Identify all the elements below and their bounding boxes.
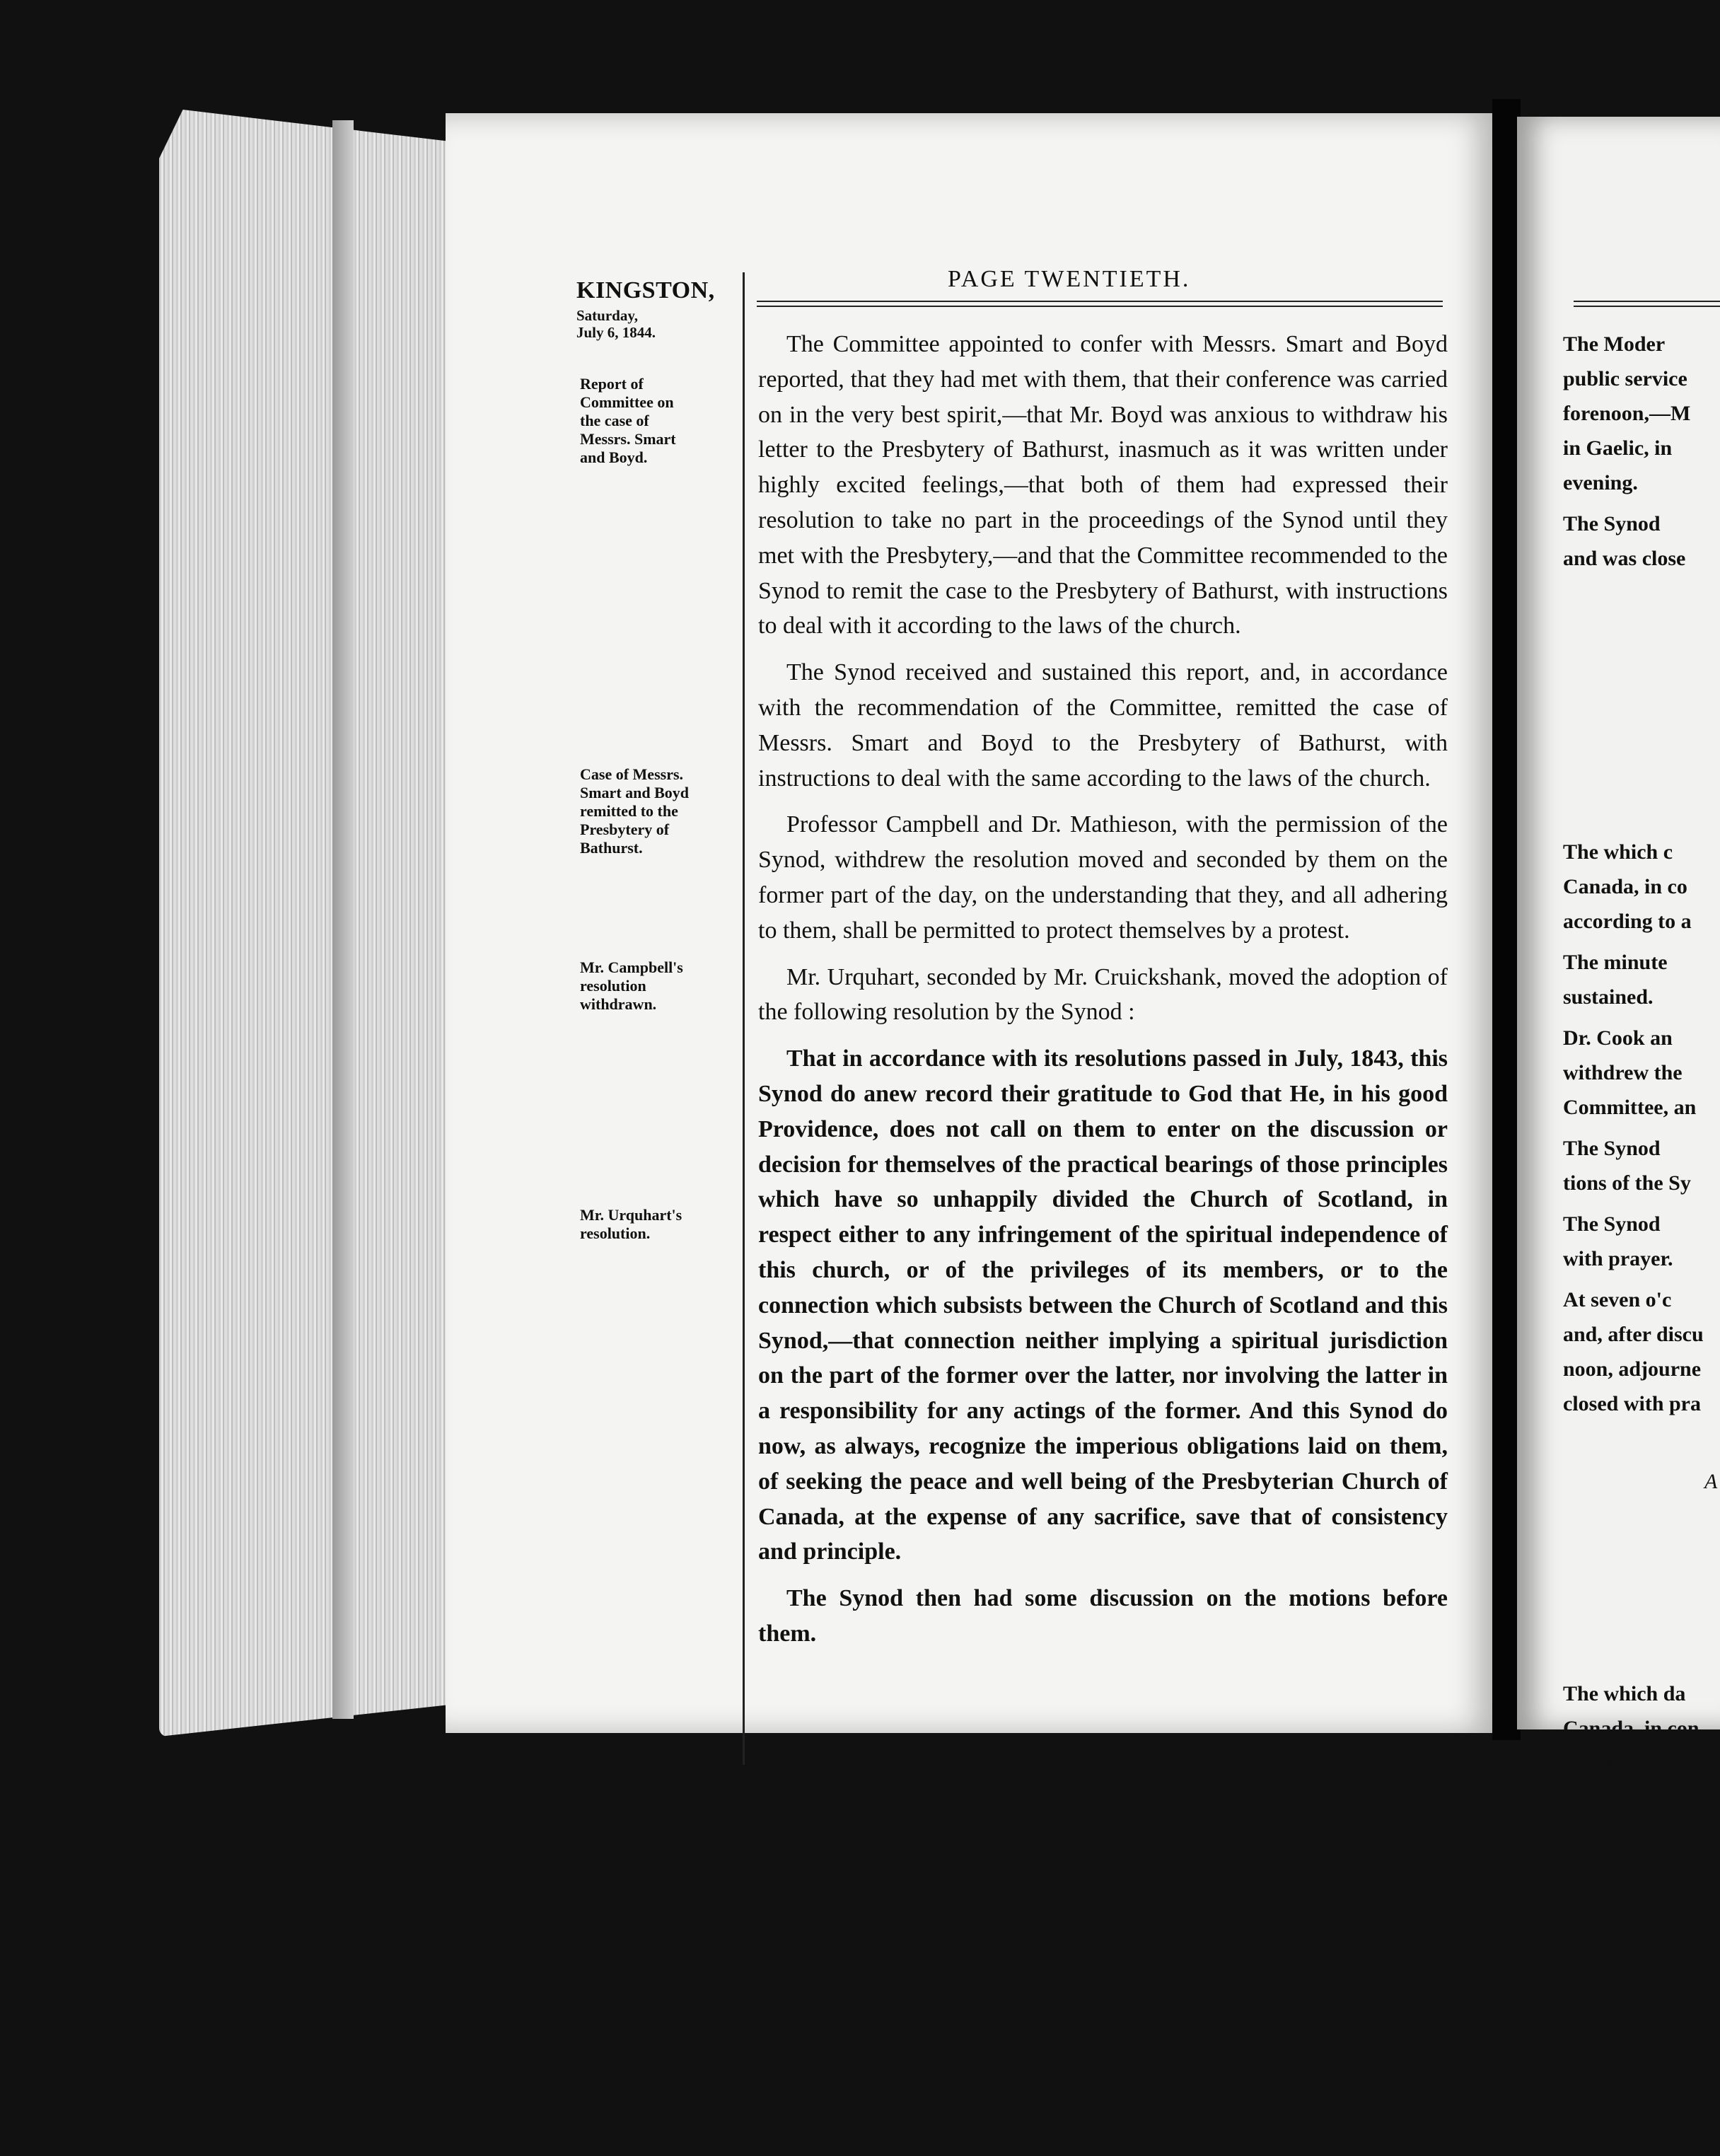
header-rule (757, 301, 1443, 302)
header-date-line: Saturday, (576, 307, 638, 324)
right-page-line: according to ad (1563, 1751, 1704, 1775)
right-page-line: The Synod (1563, 1212, 1661, 1236)
right-page-line: sustained. (1563, 985, 1654, 1009)
paragraph-campbell-withdrew: Professor Campbell and Dr. Mathieson, with the permission of the Synod, withdrew the resolution moved and seconded by them on the former part of the day, on the understanding that they, and all adhering to them, shall be permitted to protect themselves by a protest. (758, 811, 1448, 944)
right-page-line: and was close (1563, 547, 1686, 570)
right-page-line: The which c (1563, 840, 1673, 864)
book-page-edges (159, 110, 456, 1737)
right-page-line: The Moder (1563, 332, 1666, 356)
header-place: KINGSTON, (576, 277, 715, 303)
right-page-line: Dr. Cook an (1563, 1026, 1673, 1050)
right-page-line: Committee, an (1563, 1096, 1697, 1119)
right-page-line: noon, adjourne (1563, 1357, 1702, 1381)
header-rule (757, 306, 1443, 307)
right-page-line: withdrew the (1563, 1061, 1683, 1084)
right-page-line: The Synod (1563, 1137, 1661, 1160)
body-text (758, 327, 1448, 1663)
page-title: PAGE TWENTIETH. (948, 266, 1191, 292)
right-page-line: forenoon,—M (1563, 402, 1691, 425)
right-page-line: The minute (1563, 951, 1668, 974)
paragraph-committee-report: The Committee appointed to confer with Messrs. Smart and Boyd reported, that they had met with them, that their conference was carried on in the very best spirit,—that Mr. Boyd was anxious to withdraw his letter to the Presbytery of Bathurst, inasmuch as it was written under highly excited feelings,—that both of them had expressed their resolution to take no part in the proceedings of the Synod until they met with the Presbytery,—and that the Committee recommended to the Synod to remit the case to the Presbytery of Bathurst, with instructions to deal with it according to the laws of the church. (758, 331, 1448, 639)
paragraph-synod-sustained: The Synod received and sustained this report, and, in accordance with the recommendation of the Committee, remitted the case of Messrs. Smart and Boyd to the Presbytery of Bathurst, with instructions to deal with the same according to the laws of the church. (758, 659, 1448, 792)
right-page-line: A (1704, 1470, 1718, 1493)
right-page-line: with prayer. (1563, 1247, 1673, 1270)
right-page-rule (1574, 301, 1720, 302)
paragraph-resolution: That in accordance with its resolutions passed in July, 1843, this Synod do anew record their gratitude to God that He, in his good Providence, does not call on them to enter on the discussion or decision for themselves of the practical bearings of those principles which have so unhappily divided the Church of Scotland, in respect either to any infringement of the spiritual independence of this church, or of the privileges of its members, or to the connection which subsists between the Church of Scotland and this Synod,—that connection neither implying a spiritual jurisdiction on the part of the former over the latter, nor involving the latter in a responsibility for any actings of the former. And this Synod do now, as always, recognize the imperious obligations laid on them, of seeking the peace and well being of the Presbyterian Church of Canada, at the expense of any sacrifice, save that of consistency and principle. (758, 1045, 1448, 1565)
book-gutter (1492, 99, 1521, 1740)
book-page-edge-shadow (332, 120, 354, 1719)
margin-divider (743, 272, 745, 1765)
right-page-line: according to a (1563, 910, 1692, 933)
right-page-line: The which da (1563, 1682, 1686, 1705)
right-page-line: and, after discu (1563, 1323, 1704, 1346)
right-page-line: At seven o'c (1563, 1288, 1672, 1311)
right-page-line: closed with pra (1563, 1392, 1701, 1415)
paragraph-urquhart-motion: Mr. Urquhart, seconded by Mr. Cruickshank, moved the adoption of the following resolution by the Synod : (758, 963, 1448, 1026)
right-page-line: Canada, in co (1563, 875, 1687, 898)
header-date (576, 307, 656, 341)
right-page-line: public service (1563, 367, 1687, 390)
margin-note-urquhart: Mr. Urquhart's resolution. (580, 1206, 682, 1242)
header-date-line: July 6, 1844. (576, 324, 656, 341)
right-page-line: evening. (1563, 471, 1638, 494)
right-page-line: Canada, in con (1563, 1717, 1699, 1740)
right-page-line: tions of the Sy (1563, 1171, 1691, 1195)
right-page-line: in Gaelic, in (1563, 436, 1673, 460)
margin-note-report: Report of Committee on the case of Messrs. Smart and Boyd. (580, 375, 676, 466)
right-page-rule (1574, 306, 1720, 307)
paragraph-discussion: The Synod then had some discussion on the motions before them. (758, 1585, 1448, 1647)
margin-note-case-remitted: Case of Messrs. Smart and Boyd remitted to the Presbytery of Bathurst. (580, 765, 690, 857)
margin-note-campbell: Mr. Campbell's resolution withdrawn. (580, 958, 683, 1013)
right-page-line: The Synod (1563, 512, 1661, 535)
